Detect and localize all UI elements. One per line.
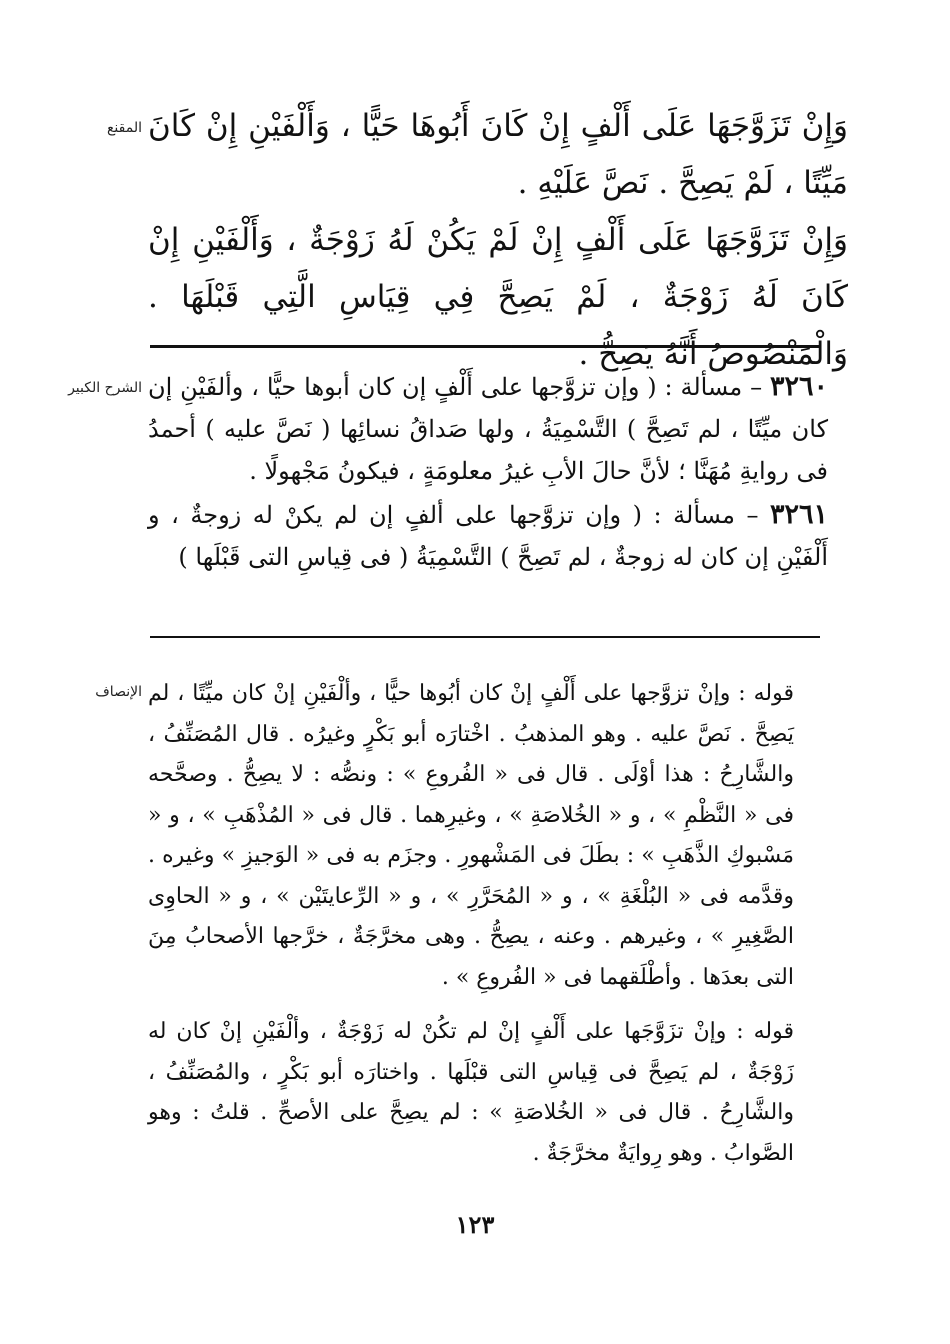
muqni-paragraph-2: وَإِنْ تَزَوَّجَهَا عَلَى أَلْفٍ إِنْ لَمْ يَكُنْ لَهُ زَوْجَةٌ ، وَأَلْفَيْنِ إِنْ كَانَ لَهُ زَوْجَةٌ ، لَمْ يَصِحَّ فِي قِيَاسِ الَّتِي قَبْلَهَا . وَالْمَنْصُوصُ أَنَّهُ يَصِحُّ .	[148, 222, 848, 372]
issue-number-3260: ٣٢٦٠	[769, 371, 828, 402]
sharh-text-block	[148, 366, 828, 580]
muqni-paragraph-1: وَإِنْ تَزَوَّجَهَا عَلَى أَلْفٍ إِنْ كَانَ أَبُوهَا حَيًّا ، وَأَلْفَيْنِ إِنْ كَانَ مَيِّتًا ، لَمْ يَصِحَّ . نَصَّ عَلَيْهِ .	[148, 108, 848, 201]
insaf-paragraph-1: قوله : وإنْ تزوَّجها على أَلْفٍ إنْ كان أبُوها حيًّا ، وألْفَيْنِ إنْ كان ميِّتًا ، لم يَصِحَّ . نَصَّ عليه . وهو المذهبُ . اخْتارَه أبو بَكْرٍ وغيرُه . قال المُصَنِّفُ ، والشَّارِحُ : هذا أوْلَى . قال فى « الفُروعِ » : ونصُّه : لا يصِحُّ . وصحَّحه فى « النَّظْمِ » ، و « الخُلاصَةِ » ، وغيرِهما . قال فى « المُذْهَبِ » ، و « مَسْبوكِ الذَّهَبِ » : بطَلَ فى المَشْهورِ . وجزَم به فى « الوَجيزِ » وغيره . وقدَّمه فى « البُلْغَةِ » ، و « المُحَرَّرِ » ، و « الرِّعايتَيْن » ، و « الحاوِى الصَّغِيرِ » ، وغيرهم . وعنه ، يصِحُّ . وهى مخرَّجَةٌ ، خرَّجها الأصحابُ مِنَ التى بعدَها . وأطْلَقهما فى « الفُروعِ » .	[148, 681, 794, 990]
muqni-text-block	[148, 98, 848, 383]
issue-text-3260: – مسألة : ( وإن تزوَّجها على أَلْفٍ إن كان أبوها حيًّا ، وألفَيْنِ إن كان ميِّتًا ، لم تَصِحَّ ) التَّسْمِيَةُ ، ولها صَداقُ نسائِها ( نَصَّ عليه ) أحمدُ فى روايةِ مُهَنَّا ؛ لأنَّ حالَ الأبِ غيرُ معلومَةٍ ، فيكونُ مَجْهولًا .	[148, 373, 828, 485]
margin-label-sharh: الشرح الكبير	[68, 380, 142, 396]
issue-number-3261: ٣٢٦١	[769, 499, 828, 530]
margin-label-insaf: الإنصاف	[95, 684, 142, 700]
insaf-text-block	[148, 674, 824, 1174]
sharh-issue-3261	[148, 494, 828, 578]
divider-rule-2	[150, 636, 820, 638]
sharh-issue-3260	[148, 366, 828, 492]
page-number: ١٢٣	[455, 1210, 495, 1239]
insaf-paragraph-2: قوله : وإنْ تزَوَّجَها على أَلْفٍ إنْ لم تكُنْ له زَوْجَةٌ ، وألْفَيْنِ إنْ كان له زَوْجَةٌ ، لم يَصِحَّ فى قِياسِ التى قبْلَها . واختارَه أبو بَكْرٍ ، والمُصَنِّفُ ، والشَّارِحُ . قال فى « الخُلاصَةِ » : لم يصِحَّ على الأصحِّ . قلتُ : وهو الصَّوابُ . وهو رِوايَةٌ مخرَّجَةٌ .	[148, 1019, 794, 1166]
margin-label-muqni: المقنع	[106, 120, 142, 136]
issue-text-3261: – مسألة : ( وإن تزوَّجها على ألفٍ إن لم يكنْ له زوجةٌ ، و أَلْفَيْنِ إن كان له زوجةٌ ، لم تَصِحَّ ) التَّسْمِيَةُ ( فى قِياسِ التى قَبْلَها )	[148, 501, 828, 571]
divider-rule-1	[150, 345, 820, 348]
